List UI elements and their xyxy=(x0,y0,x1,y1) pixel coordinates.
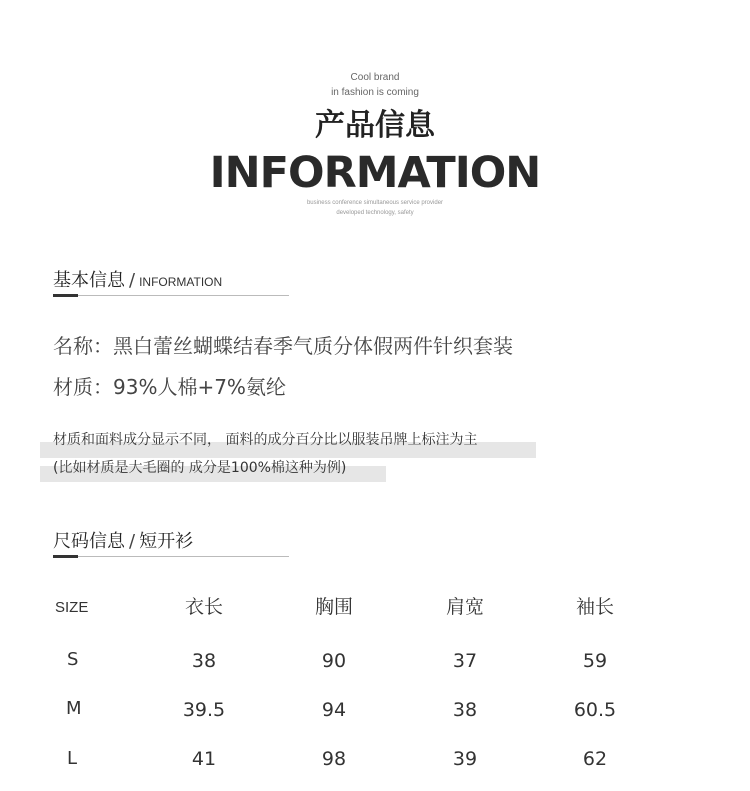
small-print-2: developed technology, safety xyxy=(336,210,414,216)
basic-info-heading xyxy=(53,266,289,296)
table-cell-sleeve: 59 xyxy=(582,650,608,672)
table-cell-chest: 94 xyxy=(321,699,347,721)
table-cell-length: 39.5 xyxy=(182,699,226,721)
column-header-shoulder: 肩宽 xyxy=(445,596,484,618)
table-cell-chest: 90 xyxy=(321,650,347,672)
size-info-heading xyxy=(53,527,289,557)
column-header-length: 衣长 xyxy=(184,596,223,618)
table-row-size: L xyxy=(67,748,78,769)
table-cell-shoulder: 38 xyxy=(452,699,478,721)
table-row-size: S xyxy=(67,649,79,670)
brand-tagline-1: Cool brand xyxy=(350,72,400,83)
table-cell-sleeve: 62 xyxy=(582,748,608,770)
basic-info-subtitle: INFORMATION xyxy=(139,275,223,289)
table-row-size: M xyxy=(66,698,82,719)
size-info-subtitle: 短开衫 xyxy=(139,531,194,552)
page-title-cn: 产品信息 xyxy=(315,108,435,143)
heading-accent-bar xyxy=(53,555,78,558)
column-header-size: SIZE xyxy=(55,599,89,616)
table-cell-chest: 98 xyxy=(321,748,347,770)
heading-accent-bar xyxy=(53,294,78,297)
basic-info-title: 基本信息 xyxy=(53,270,125,291)
note-line-2: (比如材质是大毛圈的 成分是100%棉这种为例) xyxy=(53,460,347,476)
small-print-1: business conference simultaneous service provider xyxy=(306,200,444,206)
table-cell-sleeve: 60.5 xyxy=(573,699,617,721)
table-cell-shoulder: 39 xyxy=(452,748,478,770)
heading-slash: / xyxy=(129,270,136,291)
brand-tagline-2: in fashion is coming xyxy=(331,87,419,98)
note-line-1: 材质和面料成分显示不同， 面料的成分百分比以服装吊牌上标注为主 xyxy=(53,432,478,448)
heading-slash: / xyxy=(129,531,136,552)
table-cell-shoulder: 37 xyxy=(452,650,478,672)
column-header-chest: 胸围 xyxy=(314,596,353,618)
size-info-title: 尺码信息 xyxy=(53,531,125,552)
table-cell-length: 38 xyxy=(191,650,217,672)
page-title-en: INFORMATION xyxy=(209,148,541,198)
product-name: 名称：黑白蕾丝蝴蝶结春季气质分体假两件针织套装 xyxy=(53,334,513,358)
column-header-sleeve: 袖长 xyxy=(575,596,614,618)
table-cell-length: 41 xyxy=(191,748,217,770)
product-material: 材质：93%人棉+7%氨纶 xyxy=(53,375,286,399)
